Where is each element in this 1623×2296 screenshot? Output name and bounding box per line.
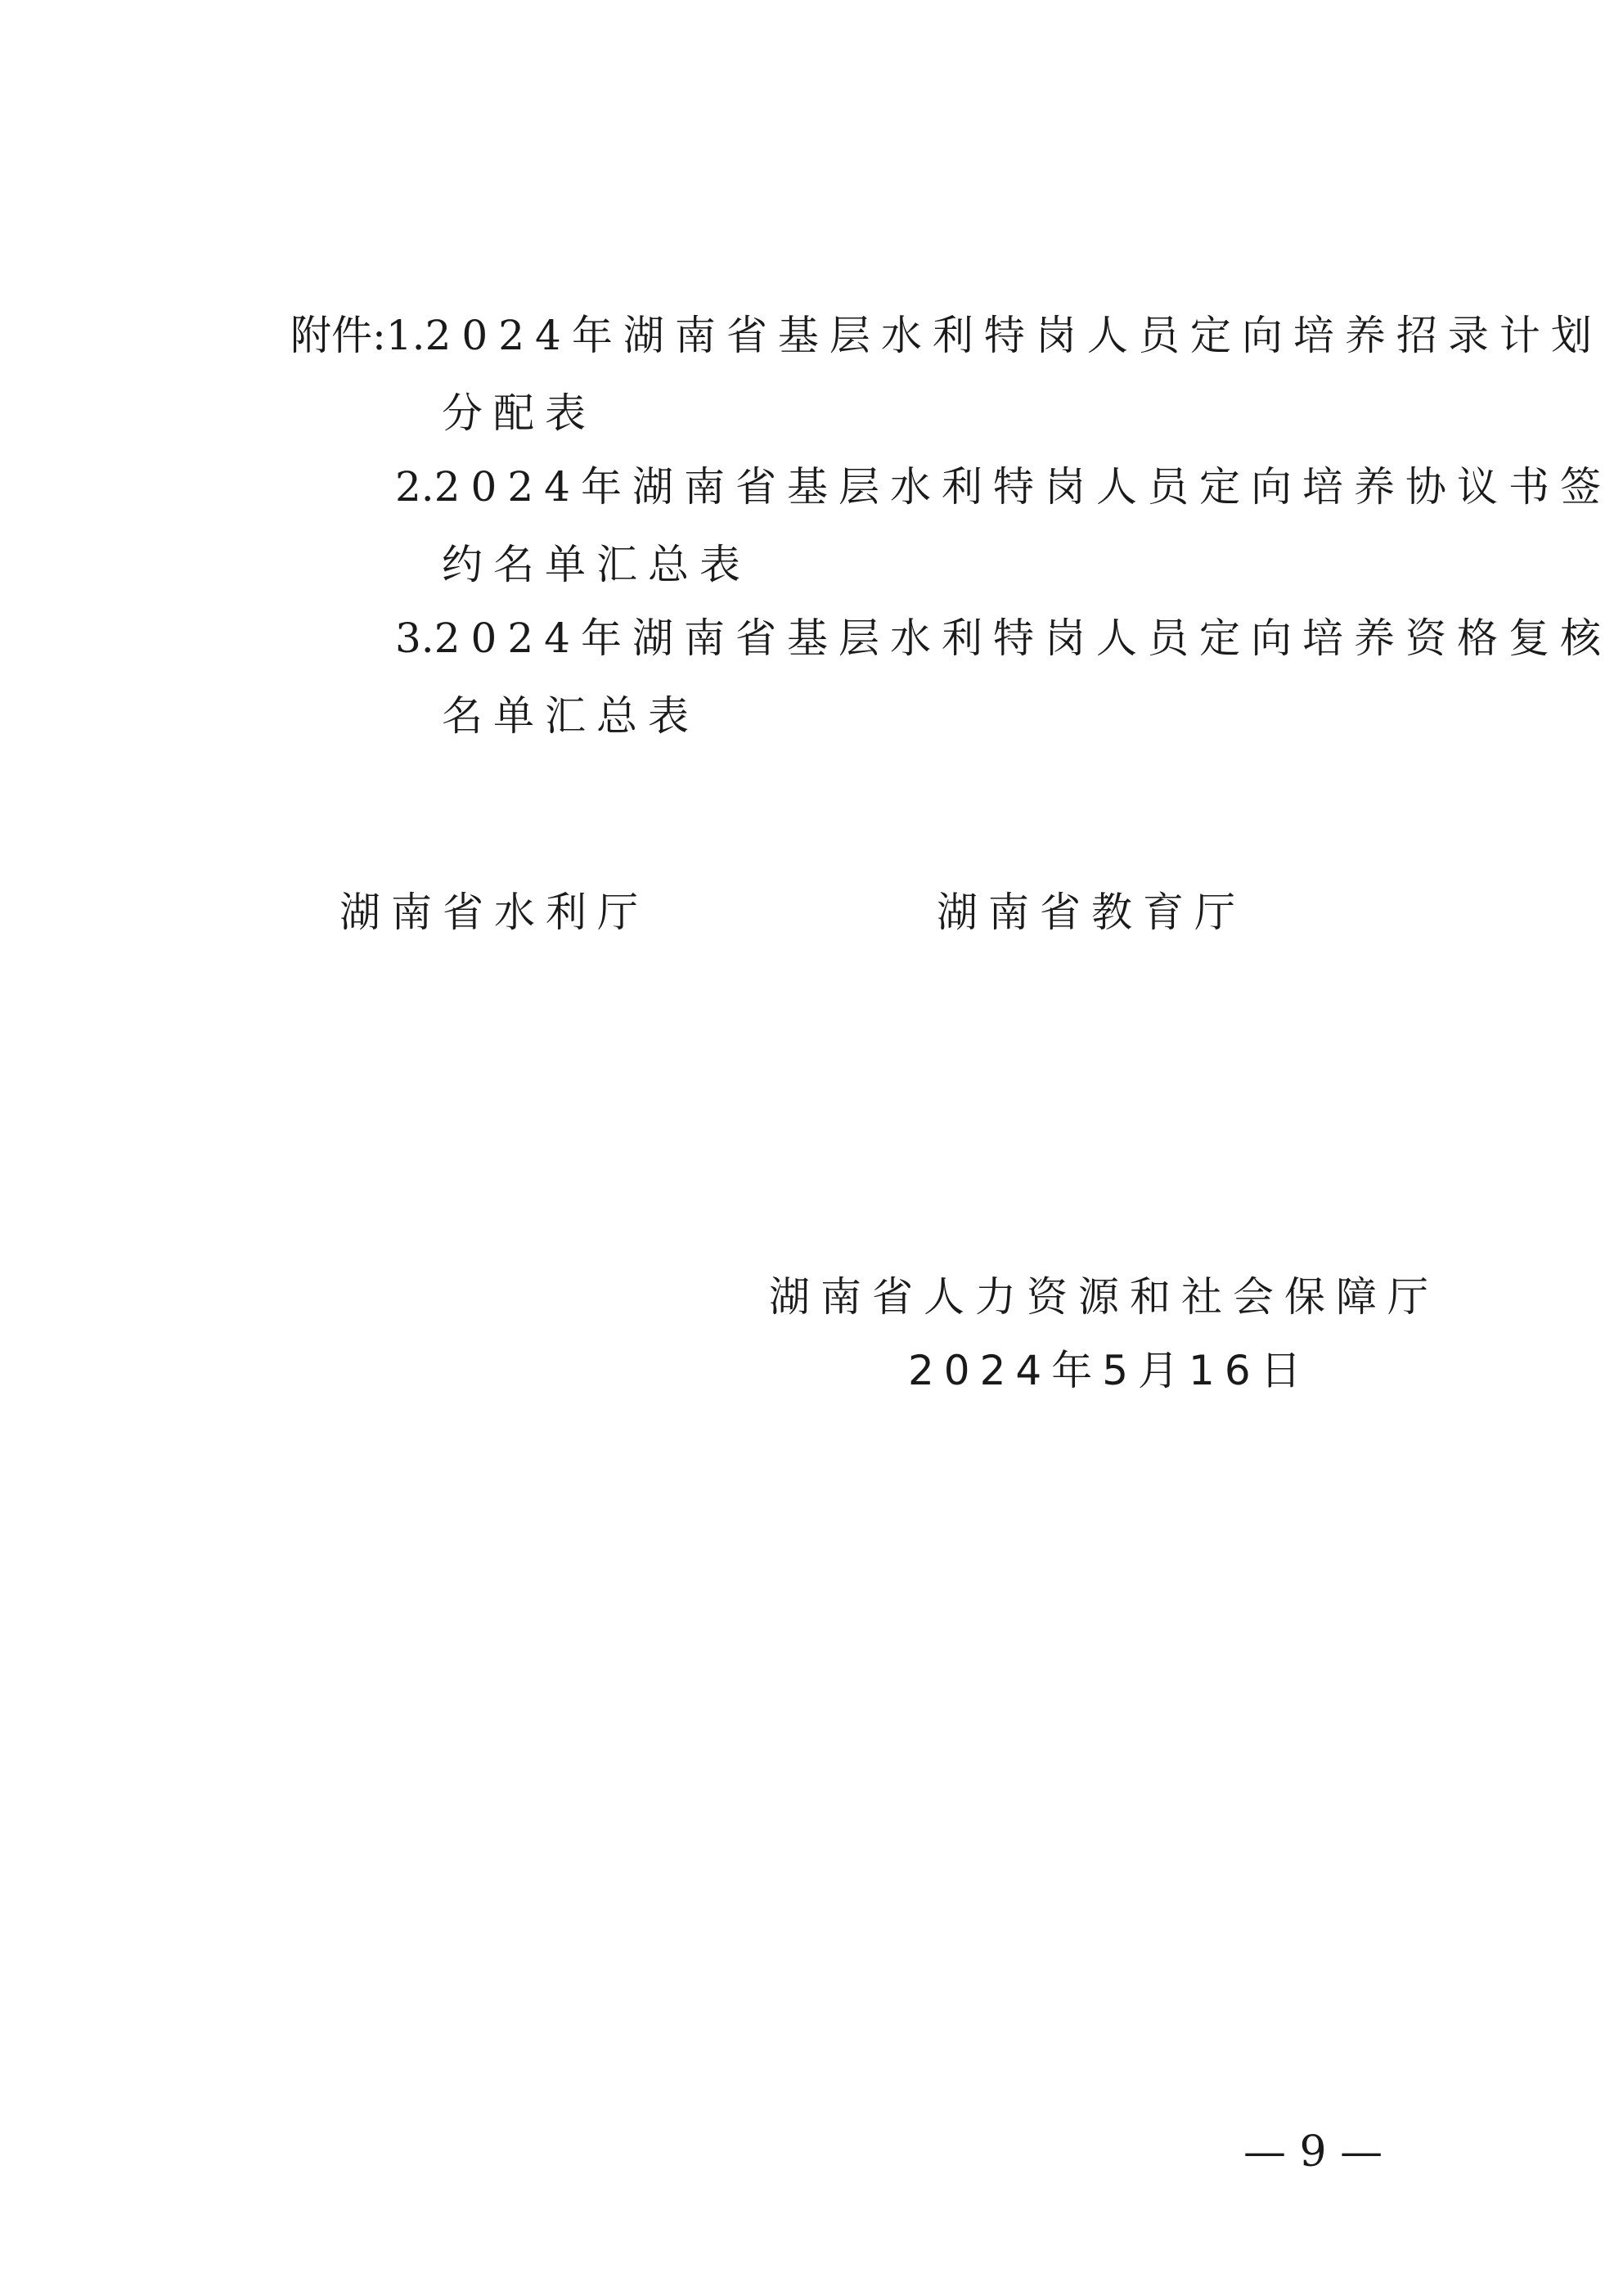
signature-education-department: 湖南省教育厅 (937, 889, 1246, 936)
attachment-number: 2. (395, 463, 434, 511)
page-number: — 9 — (1243, 2127, 1383, 2177)
attachment-number: 3. (395, 615, 434, 662)
attachment-item-3-continued: 名单汇总表 (442, 692, 699, 740)
attachment-title: 2024年湖南省基层水利特岗人员定向培养资格复核 (434, 615, 1612, 662)
attachments-prefix: 附件: (290, 312, 386, 359)
attachment-item-3 (395, 614, 1612, 663)
signature-date: 2024年5月16日 (908, 1347, 1311, 1394)
attachment-item-1 (290, 311, 1603, 360)
attachment-item-2-continued: 约名单汇总表 (442, 541, 751, 588)
signature-hr-department: 湖南省人力资源和社会保障厅 (769, 1273, 1439, 1321)
attachment-item-1-continued: 分配表 (442, 389, 596, 437)
attachment-item-2 (395, 462, 1612, 511)
signature-water-department: 湖南省水利厅 (339, 889, 649, 936)
attachment-title: 2024年湖南省基层水利特岗人员定向培养招录计划 (425, 312, 1603, 359)
attachment-number: 1. (385, 312, 425, 359)
attachment-title: 2024年湖南省基层水利特岗人员定向培养协议书签 (434, 463, 1612, 511)
